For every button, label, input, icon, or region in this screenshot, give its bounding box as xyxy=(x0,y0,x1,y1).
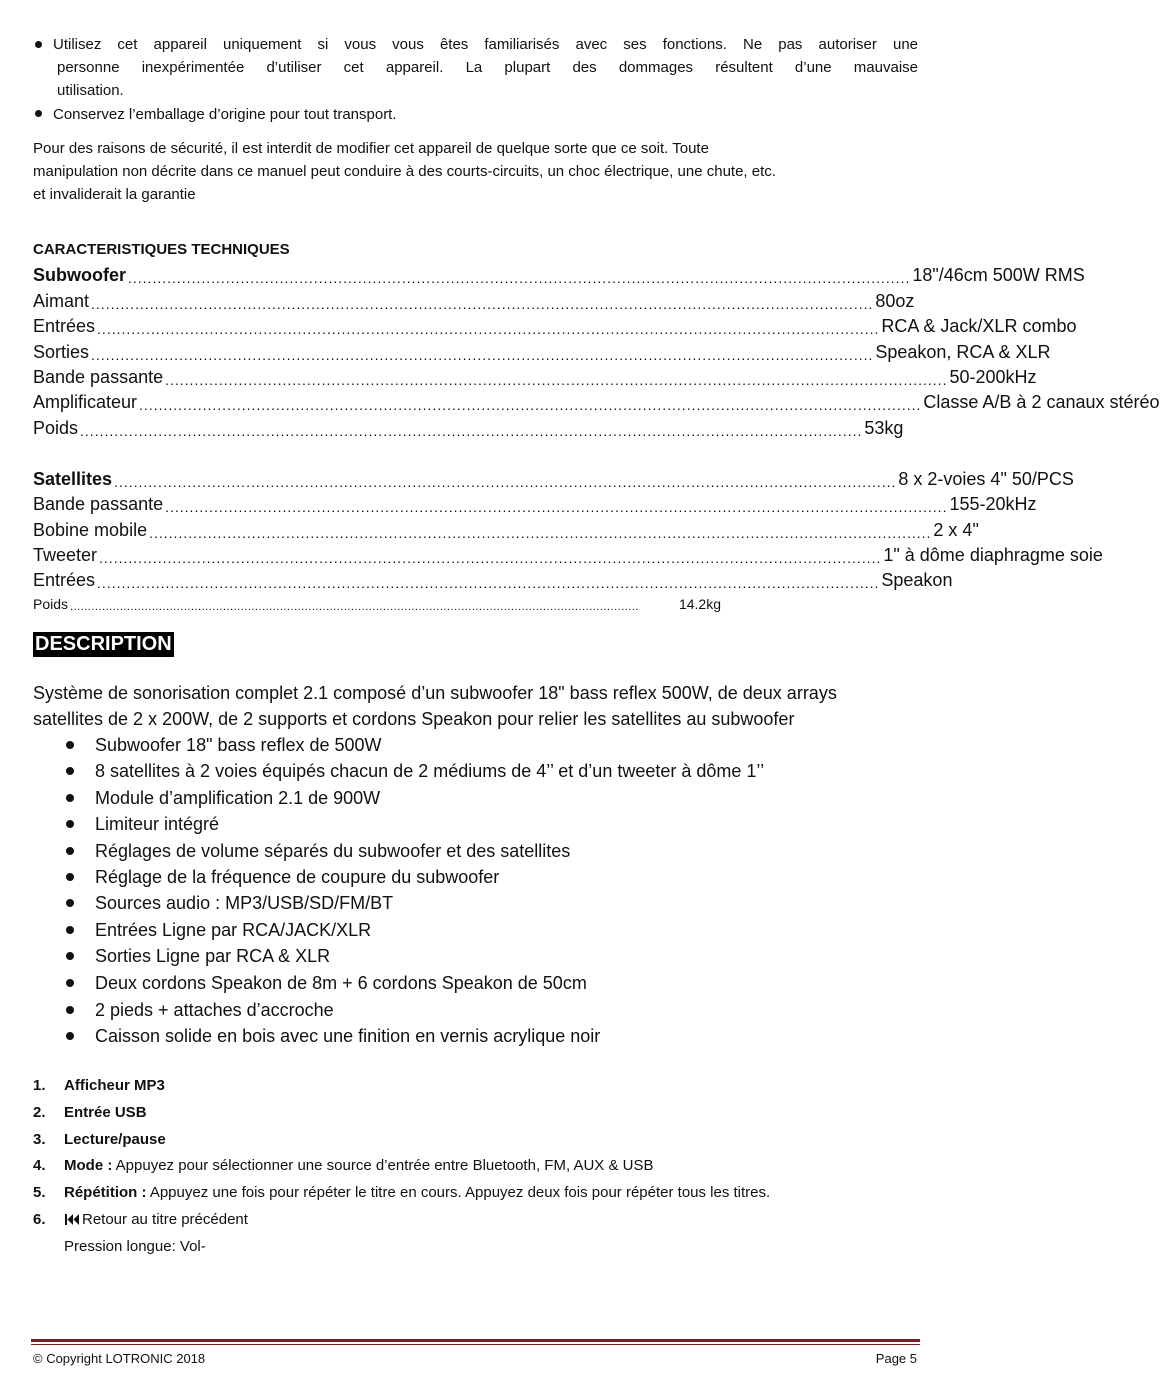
item-bold-label: Lecture/pause xyxy=(64,1131,166,1148)
numbered-item xyxy=(33,1182,770,1204)
feature-item: 8 satellites à 2 voies équipés chacun de 2 médiums de 4’’ et d’un tweeter à dôme 1’’ xyxy=(95,761,765,781)
spec-label: Bande passante xyxy=(33,494,164,514)
spec-label: Aimant xyxy=(33,291,90,311)
spec-value: 18"/46cm 500W RMS xyxy=(912,265,1085,285)
spec-value: 14.2kg xyxy=(678,596,721,612)
dot-leader: ................................................................................................................................................................ xyxy=(80,423,863,439)
spec-row-bande-passante-sat xyxy=(33,492,1037,517)
dot-leader: ................................................................................................................................................................ xyxy=(114,474,897,490)
security-paragraph-line: Pour des raisons de sécurité, il est interdit de modifier cet appareil de quelque sorte que ce soit. Toute xyxy=(33,140,709,157)
spec-value: 2 x 4" xyxy=(933,520,979,540)
item-text: Appuyez une fois pour répéter le titre en cours. Appuyez deux fois pour répéter tous les titres. xyxy=(146,1184,771,1201)
feature-item: Réglage de la fréquence de coupure du subwoofer xyxy=(95,867,500,887)
spec-value: Speakon xyxy=(881,570,953,590)
dot-leader: ................................................................................................................................................................ xyxy=(91,296,874,312)
security-paragraph-line: manipulation non décrite dans ce manuel peut conduire à des courts-circuits, un choc électrique, une chute, etc. xyxy=(33,163,776,180)
spec-value: 50-200kHz xyxy=(949,367,1037,387)
spec-row-amplificateur xyxy=(33,390,1160,415)
item-bold-label: Afficheur MP3 xyxy=(64,1077,165,1094)
spec-label: Entrées xyxy=(33,316,96,336)
spec-row-entrees-sat xyxy=(33,568,953,593)
feature-item: Limiteur intégré xyxy=(95,814,220,834)
dot-leader: ................................................................................................................................................................ xyxy=(128,270,911,286)
spec-value: 1" à dôme diaphragme soie xyxy=(883,545,1103,565)
item-number: 5. xyxy=(33,1184,46,1201)
dot-leader: ................................................................................................................................................................ xyxy=(165,372,948,388)
spec-label: Bande passante xyxy=(33,367,164,387)
dot-leader: ................................................................................................................................................................ xyxy=(91,347,874,363)
bullet-icon xyxy=(66,820,74,828)
dot-leader: ................................................................................................................................................................ xyxy=(70,601,640,613)
dot-leader: ................................................................................................................................................................ xyxy=(139,397,922,413)
spec-row-entrees xyxy=(33,314,1077,339)
spec-label: Satellites xyxy=(33,469,113,489)
bullet-icon xyxy=(66,1032,74,1040)
numbered-item xyxy=(33,1209,248,1233)
numbered-item xyxy=(33,1155,653,1177)
feature-item: Deux cordons Speakon de 8m + 6 cordons Speakon de 50cm xyxy=(95,973,587,993)
bullet-icon xyxy=(66,847,74,855)
bullet-icon xyxy=(66,741,74,749)
spec-row-bobine-mobile xyxy=(33,518,979,543)
bullet-icon xyxy=(66,926,74,934)
spec-label: Poids xyxy=(33,596,69,612)
feature-item: Caisson solide en bois avec une finition en vernis acrylique noir xyxy=(95,1026,601,1046)
spec-label: Poids xyxy=(33,418,79,438)
spec-label: Amplificateur xyxy=(33,392,138,412)
spec-row-subwoofer xyxy=(33,263,1085,288)
footer-rule xyxy=(31,1339,920,1342)
feature-item: 2 pieds + attaches d’accroche xyxy=(95,1000,334,1020)
numbered-item xyxy=(33,1129,166,1151)
footer-rule-thin xyxy=(31,1344,920,1345)
feature-item: Entrées Ligne par RCA/JACK/XLR xyxy=(95,920,372,940)
bullet-icon xyxy=(35,110,42,117)
spec-value: 80oz xyxy=(875,291,915,311)
bullet-icon xyxy=(35,41,42,48)
numbered-item xyxy=(33,1075,165,1097)
bullet-text-line: personne inexpérimentée d’utiliser cet appareil. La plupart des dommages résultent d’une mauvaise xyxy=(57,59,918,76)
footer-copyright: © Copyright LOTRONIC 2018 xyxy=(33,1351,206,1366)
feature-item: Sorties Ligne par RCA & XLR xyxy=(95,946,331,966)
spec-value: 8 x 2-voies 4" 50/PCS xyxy=(898,469,1074,489)
specs-heading: CARACTERISTIQUES TECHNIQUES xyxy=(33,241,290,258)
bullet-icon xyxy=(66,1006,74,1014)
spec-value: Speakon, RCA & XLR xyxy=(875,342,1051,362)
item-bold-label: Entrée USB xyxy=(64,1104,147,1121)
item-number: 4. xyxy=(33,1157,46,1174)
spec-label: Subwoofer xyxy=(33,265,126,285)
spec-row-bande-passante xyxy=(33,365,1037,390)
spec-row-tweeter xyxy=(33,543,1103,568)
spec-row-aimant xyxy=(33,289,915,314)
spec-row-poids xyxy=(33,416,904,441)
spec-row-sorties xyxy=(33,340,1051,365)
item-bold-label: Mode : xyxy=(64,1157,113,1174)
bullet-icon xyxy=(66,899,74,907)
dot-leader: ................................................................................................................................................................ xyxy=(97,321,880,337)
spec-label: Bobine mobile xyxy=(33,520,148,540)
footer-page-number: Page 5 xyxy=(875,1351,917,1366)
spec-label: Sorties xyxy=(33,342,90,362)
bullet-icon xyxy=(66,873,74,881)
previous-track-icon xyxy=(64,1211,82,1233)
bullet-icon xyxy=(66,952,74,960)
bullet-text-line: Conservez l’emballage d’origine pour tout transport. xyxy=(53,106,397,123)
dot-leader: ................................................................................................................................................................ xyxy=(99,550,882,566)
item-number: 3. xyxy=(33,1131,46,1148)
description-paragraph-line: Système de sonorisation complet 2.1 composé d’un subwoofer 18" bass reflex 500W, de deux arrays xyxy=(33,683,837,703)
description-heading: DESCRIPTION xyxy=(35,633,172,655)
bullet-text-line: utilisation. xyxy=(57,82,124,99)
bullet-icon xyxy=(66,794,74,802)
security-paragraph-line: et invaliderait la garantie xyxy=(33,186,196,203)
item-continuation: Pression longue: Vol- xyxy=(64,1238,206,1255)
spec-row-poids-sat xyxy=(33,592,721,617)
bullet-icon xyxy=(66,767,74,775)
feature-item: Module d’amplification 2.1 de 900W xyxy=(95,788,381,808)
dot-leader: ................................................................................................................................................................ xyxy=(149,525,932,541)
feature-item: Subwoofer 18" bass reflex de 500W xyxy=(95,735,382,755)
description-paragraph-line: satellites de 2 x 200W, de 2 supports et cordons Speakon pour relier les satellites au subwoofer xyxy=(33,709,795,729)
spec-value: Classe A/B à 2 canaux stéréo xyxy=(923,392,1160,412)
item-number: 6. xyxy=(33,1211,46,1228)
feature-item: Sources audio : MP3/USB/SD/FM/BT xyxy=(95,893,394,913)
dot-leader: ................................................................................................................................................................ xyxy=(97,575,880,591)
item-text: Retour au titre précédent xyxy=(82,1211,248,1228)
item-number: 2. xyxy=(33,1104,46,1121)
item-number: 1. xyxy=(33,1077,46,1094)
numbered-item xyxy=(33,1102,147,1124)
dot-leader: ................................................................................................................................................................ xyxy=(165,499,948,515)
spec-value: 53kg xyxy=(864,418,904,438)
item-text: Appuyez pour sélectionner une source d’entrée entre Bluetooth, FM, AUX & USB xyxy=(112,1157,654,1174)
feature-item: Réglages de volume séparés du subwoofer et des satellites xyxy=(95,841,571,861)
spec-row-satellites xyxy=(33,467,1074,492)
spec-label: Tweeter xyxy=(33,545,98,565)
spec-value: 155-20kHz xyxy=(949,494,1037,514)
bullet-text-line: Utilisez cet appareil uniquement si vous vous êtes familiarisés avec ses fonctions. Ne pas autoriser une xyxy=(53,36,918,53)
spec-value: RCA & Jack/XLR combo xyxy=(881,316,1077,336)
spec-label: Entrées xyxy=(33,570,96,590)
bullet-icon xyxy=(66,979,74,987)
item-bold-label: Répétition : xyxy=(64,1184,147,1201)
